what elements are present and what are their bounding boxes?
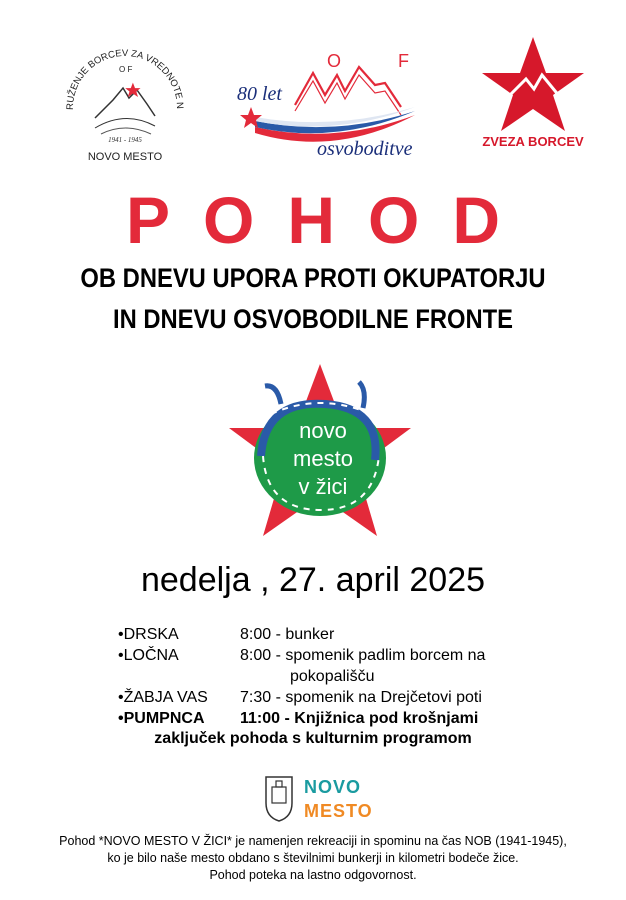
- date-rest: 27. april 2025: [278, 561, 486, 599]
- novo-mesto-brand-logo: [262, 773, 392, 825]
- footer-note: [0, 833, 626, 884]
- schedule-item: [118, 624, 578, 645]
- schedule-place: •PUMPNCA: [118, 710, 205, 727]
- subtitle-line-1: OB DNEVU UPORA PROTI OKUPATORJU: [80, 263, 546, 293]
- arc-text: RUŽENJE BORCEV ZA VREDNOTE N: [64, 47, 186, 111]
- coat-of-arms-icon: [266, 777, 292, 821]
- schedule-detail: 7:30 - spomenik na Drejčetovi poti: [240, 689, 482, 706]
- 80-let-osvoboditve-logo: [225, 45, 435, 170]
- subtitle-line-2: IN DNEVU OSVOBODILNE FRONTE: [113, 304, 513, 334]
- closing-text: zaključek pohoda s kulturnim programom: [154, 730, 472, 747]
- schedule-place: •DRSKA: [118, 626, 179, 643]
- zveza-borcev-label: ZVEZA BORCEV: [482, 134, 584, 149]
- emblem-line-3: v žici: [298, 474, 348, 499]
- osvoboditve-text: osvoboditve: [317, 138, 413, 160]
- footer-line-3: Pohod poteka na lastno odgovornost.: [209, 868, 417, 882]
- 80-let-text: 80 let: [237, 83, 282, 105]
- red-star-icon: [482, 37, 584, 131]
- city-text: NOVO MESTO: [87, 151, 163, 163]
- schedule-detail: 8:00 - bunker: [240, 626, 335, 643]
- emblem-line-1: novo: [299, 418, 347, 443]
- schedule-item: [118, 645, 578, 687]
- of-letters: O F: [327, 51, 435, 71]
- brand-line-2: MESTO: [304, 801, 373, 821]
- schedule-place: •LOČNA: [118, 647, 179, 664]
- page-title: POHOD: [125, 183, 534, 257]
- footer-line-2: ko je bilo naše mesto obdano s številnimi bunkerji in kilometri bodeče žice.: [107, 851, 519, 865]
- emblem-line-2: mesto: [293, 446, 353, 471]
- schedule-item: [118, 687, 578, 708]
- date-separator: ,: [260, 561, 270, 599]
- schedule-list: [118, 624, 578, 729]
- date-day: nedelja: [140, 561, 251, 599]
- of-letters: O F: [119, 65, 133, 74]
- schedule-place: •ŽABJA VAS: [118, 689, 208, 706]
- event-date: [0, 560, 626, 600]
- schedule-item: [118, 708, 578, 729]
- footer-line-1: Pohod *NOVO MESTO V ŽICI* je namenjen rekreaciji in spominu na čas NOB (1941-1945),: [59, 834, 567, 848]
- brand-line-1: NOVO: [304, 777, 362, 797]
- schedule-detail: 11:00 - Knjižnica pod krošnjami: [240, 710, 479, 727]
- schedule-detail: 8:00 - spomenik padlim borcem na pokopališču: [240, 647, 486, 685]
- years-text: 1941 - 1945: [108, 136, 142, 144]
- zdruzenje-borcev-logo: [55, 30, 195, 170]
- novo-mesto-v-zici-emblem: [225, 360, 415, 550]
